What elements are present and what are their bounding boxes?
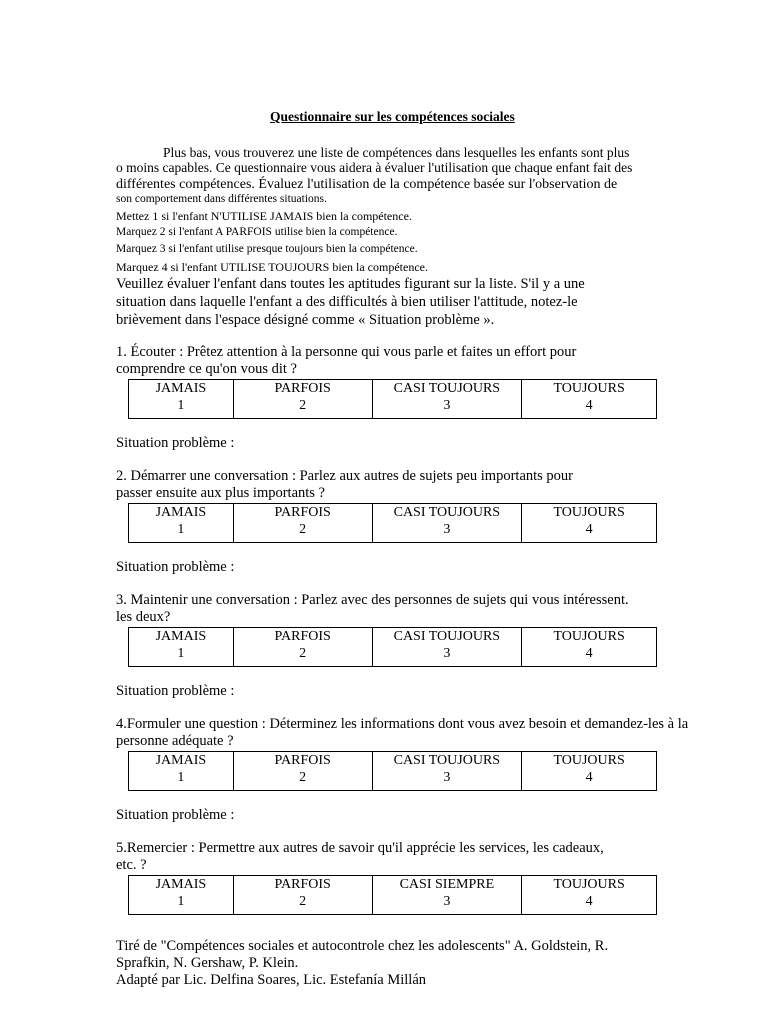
rating-option[interactable] [129, 876, 234, 915]
rating-scale-5 [128, 875, 657, 915]
rating-value: 4 [585, 522, 593, 537]
rating-label: JAMAIS [155, 381, 207, 396]
rating-value: 1 [177, 522, 185, 537]
question-4-text: 4.Formuler une question : Déterminez les informations dont vous avez besoin et demandez-les à la [116, 716, 689, 732]
rating-value: 2 [299, 522, 307, 537]
rating-option[interactable] [522, 628, 657, 667]
rating-option[interactable] [522, 504, 657, 543]
rating-label: CASI TOUJOURS [393, 753, 501, 768]
instruction-line: Marquez 2 si l'enfant A PARFOIS utilise bien la compétence. [116, 226, 398, 238]
rating-option[interactable] [233, 628, 372, 667]
rating-label: TOUJOURS [553, 505, 625, 520]
rating-option[interactable] [129, 380, 234, 419]
rating-value: 3 [443, 770, 451, 785]
rating-label: CASI TOUJOURS [393, 629, 501, 644]
rating-value: 3 [443, 522, 451, 537]
rating-option[interactable] [233, 876, 372, 915]
rating-scale-2 [128, 503, 657, 543]
rating-value: 3 [443, 894, 451, 909]
rating-option[interactable] [129, 752, 234, 791]
question-3-text: les deux? [116, 609, 171, 625]
situation-label: Situation problème : [116, 807, 235, 823]
rating-value: 4 [585, 398, 593, 413]
situation-label: Situation problème : [116, 683, 235, 699]
intro-line: Plus bas, vous trouverez une liste de compétences dans lesquelles les enfants sont plus [163, 145, 630, 160]
situation-label: Situation problème : [116, 435, 235, 451]
question-5-text: etc. ? [116, 857, 147, 873]
rating-option[interactable] [233, 504, 372, 543]
situation-label: Situation problème : [116, 559, 235, 575]
citation-line: Tiré de "Compétences sociales et autocontrole chez les adolescents" A. Goldstein, R. [116, 938, 609, 954]
intro-line: différentes compétences. Évaluez l'utilisation de la compétence basée sur l'observation de [116, 177, 618, 192]
rating-value: 2 [299, 398, 307, 413]
rating-option[interactable] [129, 628, 234, 667]
evaluate-line: Veuillez évaluer l'enfant dans toutes les aptitudes figurant sur la liste. S'il y a une [116, 276, 585, 292]
instruction-line: Marquez 4 si l'enfant UTILISE TOUJOURS bien la compétence. [116, 260, 428, 274]
rating-option[interactable] [522, 752, 657, 791]
rating-label: PARFOIS [274, 877, 331, 892]
question-3-text: 3. Maintenir une conversation : Parlez avec des personnes de sujets qui vous intéressent. [116, 592, 629, 608]
rating-option[interactable] [372, 628, 522, 667]
adaptation-credit: Adapté par Lic. Delfina Soares, Lic. Estefanía Millán [116, 972, 427, 988]
rating-value: 4 [585, 894, 593, 909]
rating-value: 4 [585, 770, 593, 785]
rating-label: PARFOIS [274, 629, 331, 644]
evaluate-line: situation dans laquelle l'enfant a des difficultés à bien utiliser l'attitude, notez-le [116, 294, 578, 310]
rating-value: 2 [299, 770, 307, 785]
instruction-line: Marquez 3 si l'enfant utilise presque toujours bien la compétence. [116, 243, 418, 255]
rating-option[interactable] [233, 380, 372, 419]
rating-label: TOUJOURS [553, 753, 625, 768]
rating-option[interactable] [522, 876, 657, 915]
intro-line: o moins capables. Ce questionnaire vous aidera à évaluer l'utilisation que chaque enfant fait des [116, 160, 633, 175]
rating-label: CASI SIEMPRE [399, 877, 495, 892]
rating-label: PARFOIS [274, 505, 331, 520]
question-1-text: comprendre ce qu'on vous dit ? [116, 361, 297, 377]
citation-line: Sprafkin, N. Gershaw, P. Klein. [116, 955, 299, 971]
rating-value: 2 [299, 894, 307, 909]
question-2-text: 2. Démarrer une conversation : Parlez aux autres de sujets peu importants pour [116, 468, 574, 484]
rating-value: 1 [177, 894, 185, 909]
rating-value: 3 [443, 398, 451, 413]
rating-option[interactable] [372, 752, 522, 791]
rating-scale-3 [128, 627, 657, 667]
document-title: Questionnaire sur les compétences sociales [270, 109, 515, 124]
rating-label: JAMAIS [155, 753, 207, 768]
rating-label: TOUJOURS [553, 629, 625, 644]
rating-option[interactable] [372, 504, 522, 543]
rating-scale-4 [128, 751, 657, 791]
rating-value: 4 [585, 646, 593, 661]
rating-label: TOUJOURS [553, 877, 625, 892]
rating-value: 2 [299, 646, 307, 661]
rating-label: JAMAIS [155, 629, 207, 644]
rating-value: 1 [177, 646, 185, 661]
rating-label: CASI TOUJOURS [393, 505, 501, 520]
evaluate-line: brièvement dans l'espace désigné comme « Situation problème ». [116, 312, 495, 328]
rating-value: 1 [177, 398, 185, 413]
question-4-text: personne adéquate ? [116, 733, 234, 749]
rating-option[interactable] [522, 380, 657, 419]
question-1-text: 1. Écouter : Prêtez attention à la personne qui vous parle et faites un effort pour [116, 344, 577, 360]
rating-label: TOUJOURS [553, 381, 625, 396]
rating-label: PARFOIS [274, 381, 331, 396]
rating-label: PARFOIS [274, 753, 331, 768]
rating-option[interactable] [372, 380, 522, 419]
rating-value: 1 [177, 770, 185, 785]
rating-label: CASI TOUJOURS [393, 381, 501, 396]
rating-value: 3 [443, 646, 451, 661]
question-2-text: passer ensuite aux plus importants ? [116, 485, 325, 501]
rating-label: JAMAIS [155, 505, 207, 520]
question-5-text: 5.Remercier : Permettre aux autres de savoir qu'il apprécie les services, les cadeaux, [116, 840, 604, 856]
intro-line: son comportement dans différentes situations. [116, 193, 327, 205]
rating-option[interactable] [233, 752, 372, 791]
instruction-line: Mettez 1 si l'enfant N'UTILISE JAMAIS bien la compétence. [116, 209, 412, 223]
rating-option[interactable] [372, 876, 522, 915]
rating-scale-1 [128, 379, 657, 419]
rating-option[interactable] [129, 504, 234, 543]
rating-label: JAMAIS [155, 877, 207, 892]
